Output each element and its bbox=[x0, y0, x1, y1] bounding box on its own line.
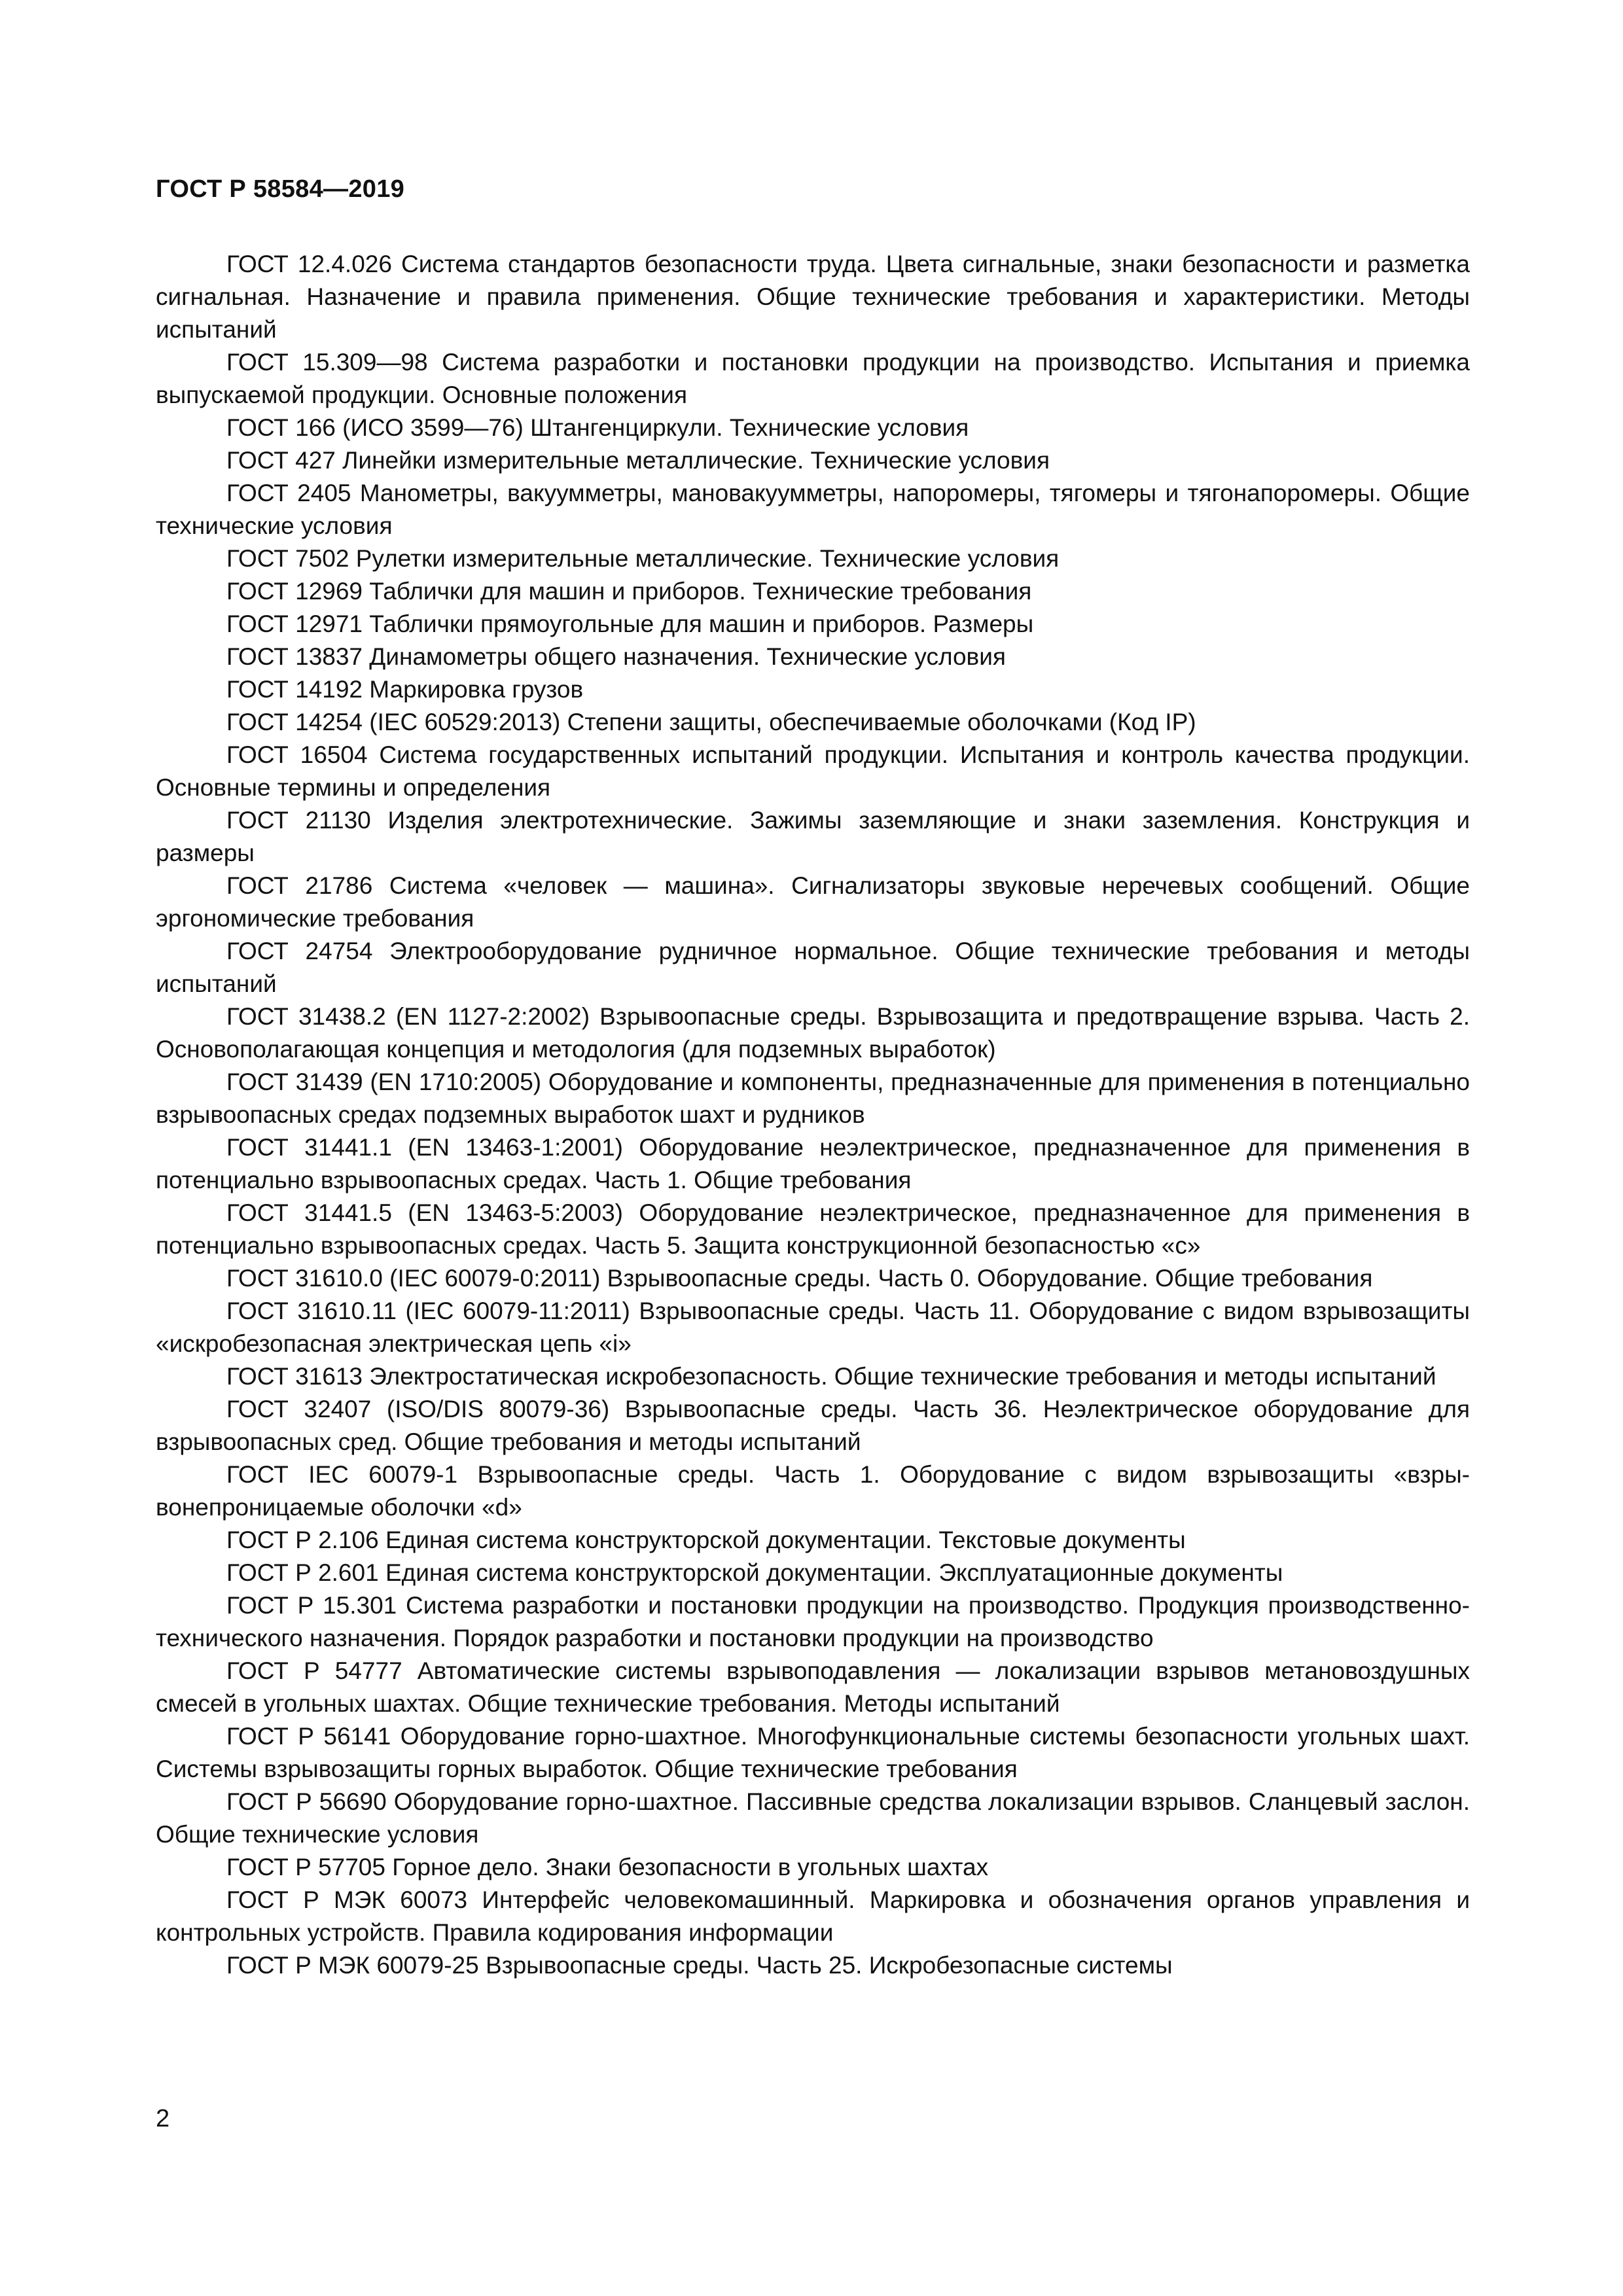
reference-item: ГОСТ 31438.2 (EN 1127-2:2002) Взрывоопасные среды. Взрывозащита и предотвращение взрыва. Часть 2. Основополагающая концепция и методология (для подземных выработок) bbox=[156, 1003, 1470, 1063]
reference-item: ГОСТ Р МЭК 60079-25 Взрывоопасные среды. Часть 25. Искробезопасные системы bbox=[226, 1952, 1173, 1979]
reference-item: ГОСТ 24754 Электрооборудование рудничное нормальное. Общие технические требования и методы испытаний bbox=[156, 938, 1470, 997]
reference-item: ГОСТ 12971 Таблички прямоугольные для машин и приборов. Размеры bbox=[226, 610, 1034, 637]
reference-item: ГОСТ 13837 Динамометры общего назначения. Технические условия bbox=[226, 643, 1006, 670]
reference-item: ГОСТ Р 56690 Оборудование горно-шахтное. Пассивные средства локализации взрывов. Сланцевый заслон. Общие технические условия bbox=[156, 1788, 1470, 1848]
page-number: 2 bbox=[156, 2105, 170, 2132]
reference-item: ГОСТ 2405 Манометры, вакуумметры, мановакуумметры, напоромеры, тягомеры и тягонапоромеры. Общие технические условия bbox=[156, 480, 1470, 539]
reference-item: ГОСТ 31441.1 (EN 13463-1:2001) Оборудование неэлектрическое, предназначенное для применения в потенциально взрывоопасных средах. Часть 1. Общие требования bbox=[156, 1134, 1470, 1193]
reference-item: ГОСТ Р МЭК 60073 Интерфейс человекомашинный. Маркировка и обозначения органов управления и контрольных устройств. Правила кодирования информации bbox=[156, 1886, 1470, 1946]
reference-item: ГОСТ 32407 (ISO/DIS 80079-36) Взрывоопасные среды. Часть 36. Неэлектрическое оборудование для взрывоопасных сред. Общие требования и методы испытаний bbox=[156, 1396, 1470, 1455]
reference-item: ГОСТ Р 54777 Автоматические системы взрывоподавления — локализации взрывов метановоздушных смесей в угольных шахтах. Общие технические требования. Методы испытаний bbox=[156, 1657, 1470, 1717]
document-header-code: ГОСТ Р 58584—2019 bbox=[156, 175, 405, 203]
reference-item: ГОСТ Р 15.301 Система разработки и постановки продукции на производство. Продукция производственно-технического назначения. Порядок разработки и постановки продукции на производство bbox=[156, 1592, 1470, 1651]
reference-item: ГОСТ Р 56141 Оборудование горно-шахтное. Многофункциональные системы безопасности угольных шахт. Системы взрывозащиты горных выработок. Общие технические требования bbox=[156, 1723, 1470, 1782]
normative-references-list bbox=[156, 248, 1470, 1982]
reference-item: ГОСТ 427 Линейки измерительные металлические. Технические условия bbox=[226, 447, 1050, 474]
reference-item: ГОСТ 166 (ИСО 3599—76) Штангенциркули. Технические условия bbox=[226, 414, 969, 441]
reference-item: ГОСТ 12.4.026 Система стандартов безопасности труда. Цвета сигнальные, знаки безопасности и разметка сигнальная. Назначение и правила применения. Общие технические требования и характеристики. Методы испытаний bbox=[156, 251, 1470, 343]
reference-item: ГОСТ IEC 60079-1 Взрывоопасные среды. Часть 1. Оборудование с видом взрывозащиты «взрывонепроницаемые оболочки «d» bbox=[156, 1461, 1470, 1521]
reference-item: ГОСТ 14192 Маркировка грузов bbox=[226, 676, 584, 703]
reference-item: ГОСТ 16504 Система государственных испытаний продукции. Испытания и контроль качества продукции. Основные термины и определения bbox=[156, 741, 1470, 801]
reference-item: ГОСТ 21130 Изделия электротехнические. Зажимы заземляющие и знаки заземления. Конструкция и размеры bbox=[156, 807, 1470, 866]
reference-item: ГОСТ 12969 Таблички для машин и приборов. Технические требования bbox=[226, 578, 1032, 605]
reference-item: ГОСТ Р 2.601 Единая система конструкторской документации. Эксплуатационные документы bbox=[226, 1559, 1283, 1586]
reference-item: ГОСТ 31613 Электростатическая искробезопасность. Общие технические требования и методы испытаний bbox=[226, 1363, 1436, 1390]
reference-item: ГОСТ 31610.11 (IEC 60079-11:2011) Взрывоопасные среды. Часть 11. Оборудование с видом взрывозащиты «искробезопасная электрическая цепь «i» bbox=[156, 1298, 1470, 1357]
reference-item: ГОСТ 21786 Система «человек — машина». Сигнализаторы звуковые неречевых сообщений. Общие эргономические требования bbox=[156, 872, 1470, 932]
reference-item: ГОСТ 15.309—98 Система разработки и постановки продукции на производство. Испытания и приемка выпускаемой продукции. Основные положения bbox=[156, 349, 1470, 408]
reference-item: ГОСТ 7502 Рулетки измерительные металлические. Технические условия bbox=[226, 545, 1060, 572]
reference-item: ГОСТ 31441.5 (EN 13463-5:2003) Оборудование неэлектрическое, предназначенное для применения в потенциально взрывоопасных средах. Часть 5. Защита конструкционной безопасностью «с» bbox=[156, 1199, 1470, 1259]
reference-item: ГОСТ 31610.0 (IEC 60079-0:2011) Взрывоопасные среды. Часть 0. Оборудование. Общие требования bbox=[226, 1265, 1373, 1292]
reference-item: ГОСТ 14254 (IEC 60529:2013) Степени защиты, обеспечиваемые оболочками (Код IP) bbox=[226, 709, 1196, 735]
reference-item: ГОСТ 31439 (EN 1710:2005) Оборудование и компоненты, предназначенные для применения в потенциально взрывоопасных средах подземных выработок шахт и рудников bbox=[156, 1069, 1470, 1128]
reference-item: ГОСТ Р 57705 Горное дело. Знаки безопасности в угольных шахтах bbox=[226, 1854, 989, 1881]
reference-item: ГОСТ Р 2.106 Единая система конструкторской документации. Текстовые документы bbox=[226, 1527, 1186, 1553]
